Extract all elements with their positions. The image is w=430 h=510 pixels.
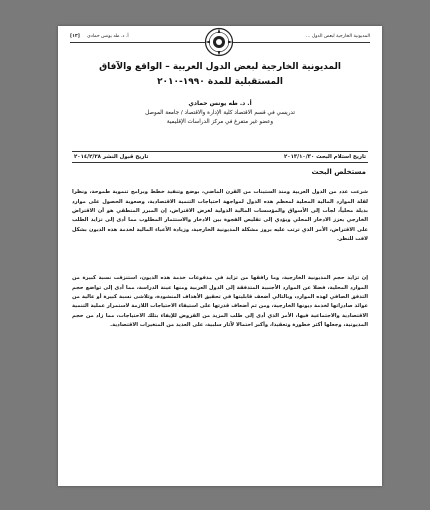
header-author-block (70, 32, 129, 42)
abstract-paragraph-2: إن تزايد حجم المديونية الخارجية، وما رافقها من تزايد في مدفوعات خدمة هذه الديون، استنزفت نسبة كبيرة من الموارد المحلية، فضلا عن الموارد الأجنبية المتدفقة إلى الدول العربية ومنها عينة الدراسة، مما أدى إلى تواضع حجم التدفق الصافي لهذه الموارد، وبالتالي أضعف قابليتها في تحقيق الأهداف المنشودة، وتلاشى نسبة كبيرة أو عالية من عوائد صادراتها لخدمة ديونها الخارجية، ومن ثم أضعاف قدرتها على استيفاء الاحتياجات اللازمة لاستمرار عملية التنمية الاقتصادية والاجتماعية فيها، الأمر الذي أدى إلى طلب المزيد من القروض للإيفاء بتلك الاحتياجات، مما زاد من حجم المديونية، وجعلها أكثر خطورة وتعقيدا، وأكبر احتمالا لآثار سلبية، على العديد من المتغيرات الاقتصادية. (72, 275, 368, 329)
paper-page (58, 26, 382, 486)
abstract-paragraph-1: شرعت عدد من الدول العربية ومنذ الستينات من القرن الماضي، بوضع وتنفيذ خطط وبرامج تنموية طموحة، ونظرا لقلة الموارد المالية المحلية لمعظم هذه الدول لمواجهة احتياجات التنمية الاقتصادية، وصعوبة الحصول على موارد بديلة محلياً، لجأت إلى الأسواق والمؤسسات المالية الدولية لغرض الاقتراض، إن المبرر المنطقي هو أن الاقتراض الخارجي يعزز الادخار المحلي ويؤدي إلى تقليص الفجوة بين الادخار والاستثمار المطلوب مما أدى إلى تزايد الطلب على الاقتراض، الأمر الذي ترتب عليه بروز مشكلة المديونية الخارجية، وزيادة الأعباء المالية لخدمة هذه الديون بشكل لافت للنظر. (72, 189, 368, 243)
journal-logo (204, 27, 234, 57)
title-line-1: المديونية الخارجية لبعض الدول العربية – الواقع والآفاق (99, 62, 341, 72)
title-line-2: المستقبلية للمدة ١٩٩٠-٢٠١٠ (157, 77, 283, 87)
author-affiliation-1: تدريسي في قسم الاقتصاد كلية الإدارة والاقتصاد / جامعة الموصل (145, 109, 295, 116)
author-affiliation-2: وعضو غير متفرغ في مركز الدراسات الإقليمية (166, 119, 274, 125)
author-name: أ. د. طه يونس حمادي (188, 100, 252, 107)
received-date: تاريخ استلام البحث ٢٠١٣/١٠/٣٠ (283, 154, 366, 160)
abstract-heading: مستخلص البحث (311, 168, 366, 176)
author-block (72, 99, 368, 128)
running-title: المديونية الخارجية لبعض الدول ... (306, 34, 370, 39)
dates-bar (72, 151, 368, 163)
page-number: [١٣] (70, 34, 80, 39)
paper-title (68, 60, 372, 90)
accepted-date: تاريخ قبول النشر ٢٠١٤/٢/٢٨ (74, 154, 149, 160)
header-author: أ. د. طه يونس حمادي (87, 34, 129, 39)
